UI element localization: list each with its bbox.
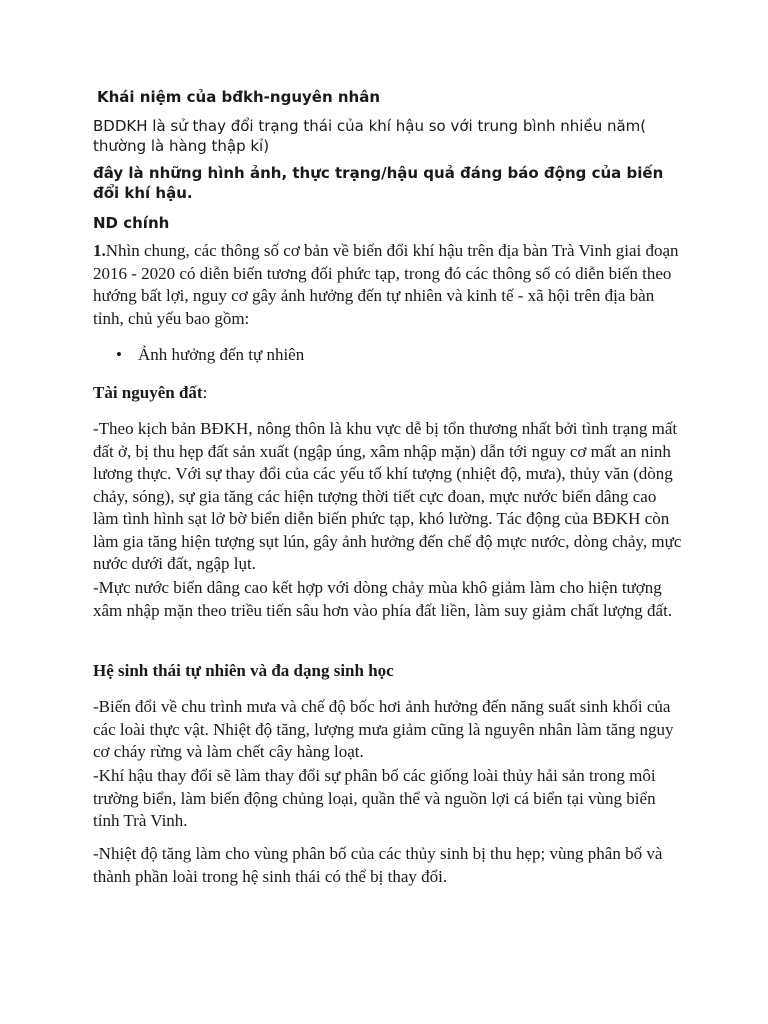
- land-resources-heading-colon: :: [202, 383, 208, 402]
- land-resources-heading-text: Tài nguyên đất: [93, 383, 203, 402]
- ecosystem-paragraph-3: -Nhiệt độ tăng làm cho vùng phân bố của các thủy sinh bị thu hẹp; vùng phân bố và thành phần loài trong hệ sinh thái có thể bị thay đổi.: [93, 844, 663, 886]
- paragraph-1: [93, 240, 683, 330]
- paragraph-1-text: Nhìn chung, các thông số cơ bản về biến đổi khí hậu trên địa bàn Trà Vinh giai đoạn 2016 - 2020 có diễn biến tương đối phức tạp, trong đó các thông số có diễn biến theo hướng bất lợi, nguy cơ gây ảnh hưởng đến tự nhiên và kinh tế - xã hội trên địa bàn tỉnh, chủ yếu bao gồm:: [93, 241, 679, 328]
- ecosystem-paragraph-1: -Biến đổi về chu trình mưa và chế độ bốc hơi ảnh hưởng đến năng suất sinh khối của các loài thực vật. Nhiệt độ tăng, lượng mưa giảm cũng là nguyên nhân làm tăng nguy cơ cháy rừng và làm chết cây hàng loạt.: [93, 697, 674, 761]
- land-resources-heading: [93, 382, 683, 405]
- intro-paragraph: đây là những hình ảnh, thực trạng/hậu quả đáng báo động của biến đổi khí hậu.: [93, 164, 664, 202]
- paragraph-1-number: 1.: [93, 241, 106, 260]
- ecosystem-paragraph-2: -Khí hậu thay đổi sẽ làm thay đổi sự phân bố các giống loài thủy hải sản trong môi trường biển, làm biến động chủng loại, quần thể và nguồn lợi cá biển tại vùng biển tỉnh Trà Vinh.: [93, 766, 656, 830]
- ecosystem-heading: Hệ sinh thái tự nhiên và đa dạng sinh học: [93, 661, 394, 680]
- land-paragraph-2: -Mực nước biển dâng cao kết hợp với dòng chảy mùa khô giảm làm cho hiện tượng xâm nhập mặn theo triều tiến sâu hơn vào phía đất liền, làm suy giảm chất lượng đất.: [93, 578, 673, 620]
- list-item-text: Ảnh hưởng đến tự nhiên: [138, 345, 305, 364]
- bullet-icon: •: [116, 345, 122, 364]
- main-content-heading: ND chính: [93, 214, 170, 232]
- land-paragraph-1: -Theo kịch bản BĐKH, nông thôn là khu vực dễ bị tổn thương nhất bởi tình trạng mất đất ở, bị thu hẹp đất sản xuất (ngập úng, xâm nhập mặn) dẫn tới nguy cơ mất an ninh lương thực. Với sự thay đổi của các yếu tố khí tượng (nhiệt độ, mưa), thủy văn (dòng chảy, sóng), sự gia tăng các hiện tượng thời tiết cực đoan, mực nước biển dâng cao làm tình hình sạt lở bờ biển diễn biến phức tạp, khó lường. Tác động của BĐKH còn làm gia tăng hiện tượng sụt lún, gây ảnh hưởng đến chế độ mực nước, dòng chảy, mực nước dưới đất, ngập lụt.: [93, 419, 682, 573]
- document-title: Khái niệm của bđkh-nguyên nhân: [97, 88, 381, 106]
- list-item: [116, 344, 706, 367]
- definition-paragraph: BDDKH là sử thay đổi trạng thái của khí hậu so với trung bình nhiều năm( thường là hàng thập kỉ): [93, 117, 647, 155]
